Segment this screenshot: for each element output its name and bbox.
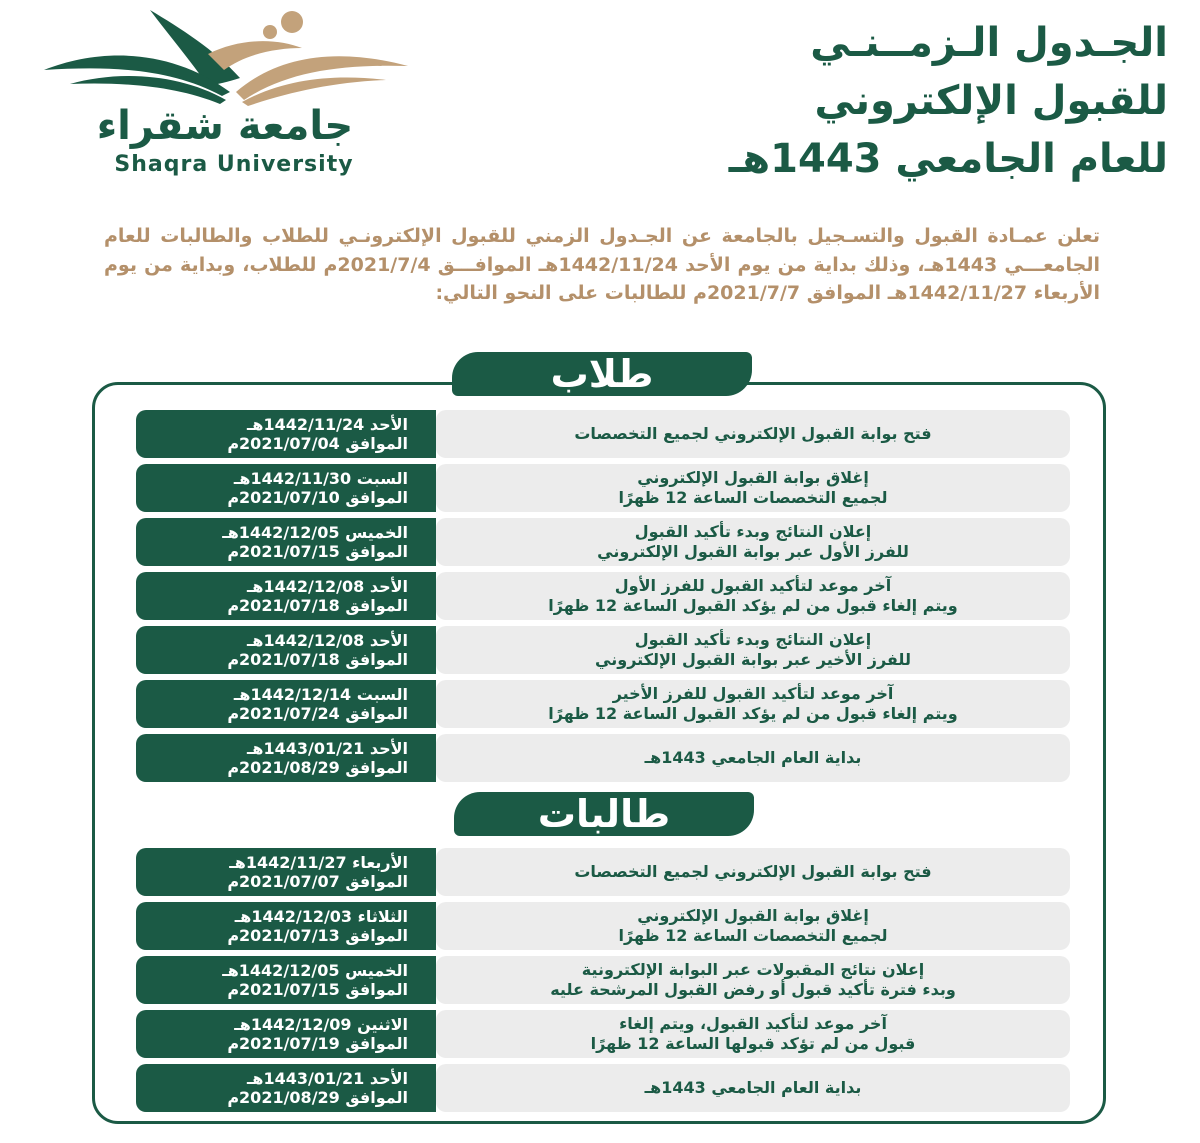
row-description: إغلاق بوابة القبول الإلكتروني لجميع التخصصات الساعة 12 ظهرًا: [436, 902, 1070, 950]
university-logo: [40, 8, 410, 180]
schedule-row: [136, 1010, 1070, 1058]
row-date: الأحد 1442/12/08هـ الموافق 2021/07/18م: [136, 572, 436, 620]
row-date: الأحد 1443/01/21هـ الموافق 2021/08/29م: [136, 1064, 436, 1112]
open-book-emblem-icon: [40, 8, 410, 108]
row-date: الأحد 1442/12/08هـ الموافق 2021/07/18م: [136, 626, 436, 674]
row-description: إعلان نتائج المقبولات عبر البوابة الإلكترونية وبدء فترة تأكيد قبول أو رفض القبول المرشحة عليه: [436, 956, 1070, 1004]
logo-arabic-name: جامعة شقراء: [96, 103, 354, 149]
schedule-row: [136, 680, 1070, 728]
row-date: الأحد 1442/11/24هـ الموافق 2021/07/04م: [136, 410, 436, 458]
row-date: الاثنين 1442/12/09هـ الموافق 2021/07/19م: [136, 1010, 436, 1058]
schedule-row: [136, 518, 1070, 566]
row-description: آخر موعد لتأكيد القبول للفرز الأول ويتم إلغاء قبول من لم يؤكد القبول الساعة 12 ظهرًا: [436, 572, 1070, 620]
section-title-students: طلاب: [452, 352, 752, 396]
row-description: إعلان النتائج وبدء تأكيد القبول للفرز الأخير عبر بوابة القبول الإلكتروني: [436, 626, 1070, 674]
row-description: بداية العام الجامعي 1443هـ: [436, 1064, 1070, 1112]
schedule-row: [136, 734, 1070, 782]
row-description: فتح بوابة القبول الإلكتروني لجميع التخصصات: [436, 410, 1070, 458]
row-description: فتح بوابة القبول الإلكتروني لجميع التخصصات: [436, 848, 1070, 896]
row-description: آخر موعد لتأكيد القبول للفرز الأخير ويتم إلغاء قبول من لم يؤكد القبول الساعة 12 ظهرًا: [436, 680, 1070, 728]
row-description: آخر موعد لتأكيد القبول، ويتم إلغاء قبول من لم تؤكد قبولها الساعة 12 ظهرًا: [436, 1010, 1070, 1058]
title-line-3: للعام الجامعي 1443هـ: [728, 136, 1168, 182]
intro-paragraph: تعلن عمـادة القبول والتسـجيل بالجامعة عن الجـدول الزمني للقبول الإلكترونـي للطلاب والطالبات للعام الجامعـــي 1443هـ، وذلك بداية من يوم الأحد 1442/11/24هـ الموافـــق 2021/7/4م للطلاب، وبداية من يوم الأربعاء 1442/11/27هـ الموافق 2021/7/7م للطالبات على النحو التالي:: [104, 225, 1100, 304]
schedule-row: [136, 626, 1070, 674]
row-date: الأربعاء 1442/11/27هـ الموافق 2021/07/07م: [136, 848, 436, 896]
logo-english-name: Shaqra University: [114, 152, 354, 177]
schedule-row: [136, 572, 1070, 620]
schedule-row: [136, 1064, 1070, 1112]
row-date: السبت 1442/12/14هـ الموافق 2021/07/24م: [136, 680, 436, 728]
row-date: الثلاثاء 1442/12/03هـ الموافق 2021/07/13م: [136, 902, 436, 950]
title-line-2: للقبول الإلكتروني: [814, 78, 1168, 124]
row-description: إعلان النتائج وبدء تأكيد القبول للفرز الأول عبر بوابة القبول الإلكتروني: [436, 518, 1070, 566]
schedule-row: [136, 902, 1070, 950]
schedule-row: [136, 848, 1070, 896]
schedule-row: [136, 410, 1070, 458]
row-description: بداية العام الجامعي 1443هـ: [436, 734, 1070, 782]
title-line-1: الجـدول الـزمــنـي: [810, 20, 1168, 66]
row-date: الخميس 1442/12/05هـ الموافق 2021/07/15م: [136, 518, 436, 566]
row-description: إغلاق بوابة القبول الإلكتروني لجميع التخصصات الساعة 12 ظهرًا: [436, 464, 1070, 512]
section-title-female-students: طالبات: [454, 792, 754, 836]
row-date: الأحد 1443/01/21هـ الموافق 2021/08/29م: [136, 734, 436, 782]
row-date: الخميس 1442/12/05هـ الموافق 2021/07/15م: [136, 956, 436, 1004]
row-date: السبت 1442/11/30هـ الموافق 2021/07/10م: [136, 464, 436, 512]
page-title: [608, 14, 1168, 188]
schedule-row: [136, 464, 1070, 512]
schedule-row: [136, 956, 1070, 1004]
